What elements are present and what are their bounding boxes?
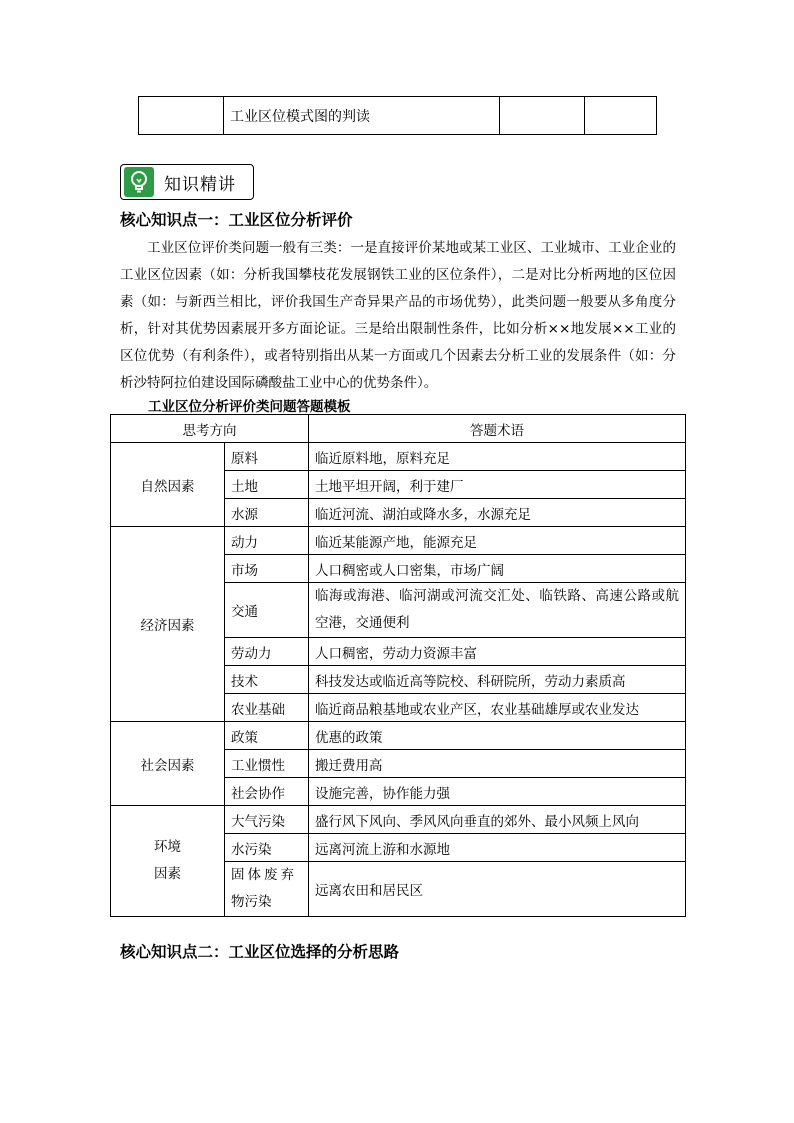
term-cell: 临近河流、湖泊或降水多，水源充足	[309, 499, 686, 527]
term-cell: 优惠的政策	[309, 722, 686, 750]
factor-cell: 原料	[225, 443, 309, 471]
term-cell: 临近某能源产地，能源充足	[309, 527, 686, 555]
term-cell: 人口稠密，劳动力资源丰富	[309, 638, 686, 666]
previous-table-fragment	[138, 96, 657, 135]
factor-cell: 社会协作	[225, 778, 309, 806]
term-cell: 人口稠密或人口密集，市场广阔	[309, 555, 686, 583]
term-cell: 远离农田和居民区	[309, 862, 686, 917]
table-row	[111, 443, 686, 471]
factor-cell	[225, 862, 309, 917]
term-cell: 远离河流上游和水源地	[309, 834, 686, 862]
column-header: 答题术语	[309, 415, 686, 443]
factor-cell: 水污染	[225, 834, 309, 862]
term-cell: 盛行风下风向、季风风向垂直的郊外、最小风频上风向	[309, 806, 686, 834]
term-cell: 临海或海港、临河湖或河流交汇处、临铁路、高速公路或航空港，交通便利	[309, 583, 686, 638]
category-cell: 经济因素	[111, 527, 225, 722]
lightbulb-icon	[124, 167, 154, 197]
term-cell: 临近原料地，原料充足	[309, 443, 686, 471]
category-line: 因素	[154, 866, 181, 882]
factor-cell: 动力	[225, 527, 309, 555]
factor-cell: 交通	[225, 583, 309, 638]
section-heading: 核心知识点一：工业区位分析评价	[120, 210, 353, 229]
table-title: 工业区位分析评价类问题答题模板	[148, 399, 351, 415]
term-cell: 设施完善，协作能力强	[309, 778, 686, 806]
category-cell: 自然因素	[111, 443, 225, 527]
answer-template-table	[110, 414, 686, 917]
factor-cell: 水源	[225, 499, 309, 527]
category-cell: 社会因素	[111, 722, 225, 806]
factor-cell: 土地	[225, 471, 309, 499]
factor-cell: 大气污染	[225, 806, 309, 834]
term-cell: 土地平坦开阔，利于建厂	[309, 471, 686, 499]
factor-line: 固体废弃	[231, 867, 297, 883]
term-cell: 临近商品粮基地或农业产区，农业基础雄厚或农业发达	[309, 694, 686, 722]
table-cell: 工业区位模式图的判读	[224, 97, 500, 135]
factor-cell: 政策	[225, 722, 309, 750]
factor-cell: 劳动力	[225, 638, 309, 666]
body-paragraph: 工业区位评价类问题一般有三类：一是直接评价某地或某工业区、工业城市、工业企业的工业区位因素（如：分析我国攀枝花发展钢铁工业的区位条件），二是对比分析两地的区位因素（如：与新西兰相比，评价我国生产奇异果产品的市场优势），此类问题一般要从多角度分析，针对其优势因素展开多方面论证。三是给出限制性条件，比如分析××地发展××工业的区位优势（有利条件），或者特别指出从某一方面或几个因素去分析工业的发展条件（如：分析沙特阿拉伯建设国际磷酸盐工业中心的优势条件）。	[120, 240, 676, 391]
table-cell	[139, 97, 224, 135]
knowledge-badge	[120, 164, 254, 200]
table-row	[111, 527, 686, 555]
column-header: 思考方向	[111, 415, 309, 443]
table-row	[139, 97, 657, 135]
table-header-row	[111, 415, 686, 443]
table-cell	[585, 97, 657, 135]
badge-label: 知识精讲	[164, 174, 236, 195]
factor-line: 物污染	[231, 894, 272, 910]
table-row	[111, 722, 686, 750]
category-cell	[111, 806, 225, 917]
factor-cell: 市场	[225, 555, 309, 583]
factor-cell: 技术	[225, 666, 309, 694]
section-heading: 核心知识点二：工业区位选择的分析思路	[120, 942, 400, 961]
factor-cell: 农业基础	[225, 694, 309, 722]
term-cell: 科技发达或临近高等院校、科研院所，劳动力素质高	[309, 666, 686, 694]
term-cell: 搬迁费用高	[309, 750, 686, 778]
category-line: 环境	[154, 839, 181, 855]
factor-cell: 工业惯性	[225, 750, 309, 778]
table-row	[111, 806, 686, 834]
table-cell	[500, 97, 585, 135]
